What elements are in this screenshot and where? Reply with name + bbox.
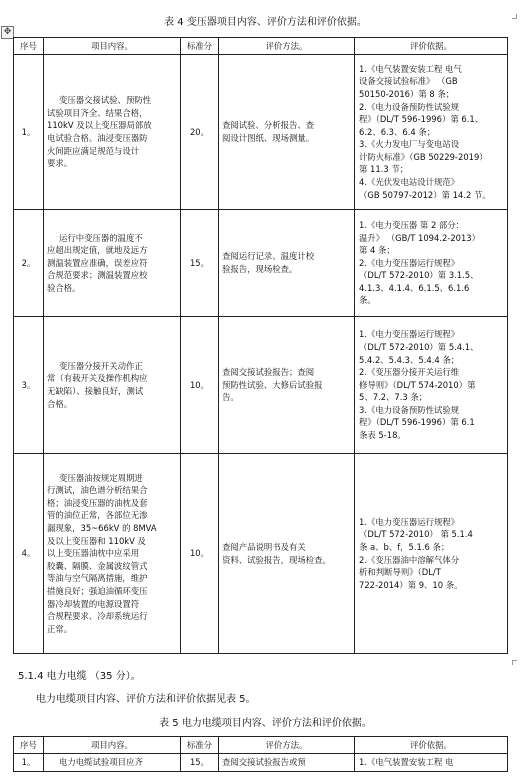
row-method-cell: [219, 754, 355, 772]
content-line: 变压器油按规定周期进: [59, 472, 143, 483]
basis-line: 2.《电力变压器运行规程》: [359, 257, 460, 268]
content-line: 合规范要求；测温装置应校: [47, 270, 148, 281]
content-line: 运行中变压器的温度不: [59, 232, 143, 243]
method-line: 验报告，现场检查。: [222, 264, 298, 274]
basis-line: 3.《火力发电厂与变电站设: [359, 139, 460, 150]
basis-line: 5.4.2、5.4.3、5.4.4 条；: [359, 354, 460, 365]
row-content-cell: [44, 754, 181, 772]
method-line: 查阅试验、分析报告、查: [222, 120, 315, 131]
col-header-index: 序号: [14, 38, 44, 55]
page-corner-mark: [512, 660, 517, 665]
section-paragraph: 电力电缆项目内容、评价方法和评价依据见表 5。: [36, 694, 256, 705]
row-method-cell: [219, 454, 355, 654]
row-content-cell: [44, 55, 181, 210]
row-basis-cell: [355, 210, 508, 317]
basis-line: 722-2014）第 9、10 条。: [359, 579, 463, 590]
basis-line: 设备交接试验标准》 （GB: [359, 76, 458, 87]
row-index-cell: 4。: [14, 454, 44, 654]
content-line: 应超出规定值，就地及远方: [47, 245, 148, 256]
row-score-cell: 10。: [181, 454, 219, 654]
basis-line: 计防火标准》（GB 50229-2019）: [359, 151, 488, 162]
row-score-cell: 15。: [181, 210, 219, 317]
col-header-index: 序号: [14, 737, 44, 754]
table4-caption: 表 4 变压器项目内容、评价方法和评价依据。: [164, 17, 367, 28]
basis-line: 条 a、b、f，5.1.6 条；: [359, 541, 450, 552]
col-header-basis: 评价依据。: [355, 38, 508, 55]
method-line: 查阅产品说明书及有关: [222, 541, 306, 552]
content-line: 变压器分接开关动作正: [59, 360, 143, 371]
table5-caption: 表 5 电力电缆项目内容、评价方法和评价依据。: [159, 718, 372, 729]
basis-line: 修导则》（DL/T 574-2010）第: [359, 379, 476, 390]
col-header-method: 评价方法。: [219, 737, 355, 754]
content-line: 变压器交接试验、预防性: [59, 95, 152, 106]
basis-line: 4.《光伏发电站设计规范》: [359, 177, 460, 188]
row-method-cell: [219, 317, 355, 454]
table5-header-row: [14, 737, 508, 754]
table-row: [14, 317, 508, 454]
content-line: 验合格。: [47, 282, 81, 293]
basis-line: 程》（DL/T 596-1996）第 6.1、: [359, 114, 484, 125]
row-method-cell: [219, 210, 355, 317]
content-line: 格；油浸变压器的油枕及套: [47, 497, 148, 508]
basis-line: 条表 5-18。: [359, 430, 406, 441]
content-line: 要求。: [47, 158, 73, 169]
basis-line: 4.1.3、4.1.4、6.1.5、6.1.6: [359, 282, 470, 293]
basis-line: 1.《电气装置安装工程 电: [359, 757, 454, 768]
basis-line: 第 11.3 节；: [359, 164, 409, 175]
table4-header-row: [14, 38, 508, 55]
row-score-cell: 20。: [181, 55, 219, 210]
row-basis-cell: [355, 754, 508, 772]
table-row: [14, 454, 508, 654]
table-row: [14, 210, 508, 317]
method-line: 查阅运行记录、温度计校: [222, 251, 315, 262]
content-line: 措施良好；强迫油循环变压: [47, 585, 148, 596]
basis-line: 50150-2016）第 8 条；: [359, 88, 455, 99]
method-line: 阅设计图纸、现场测量。: [222, 133, 315, 143]
content-line: 器冷却装置的电源设置符: [47, 598, 140, 609]
basis-line: 2.《电力设备预防性试验规: [359, 101, 460, 112]
table-row: [14, 754, 508, 772]
row-content-cell: [44, 454, 181, 654]
row-index-cell: 1。: [14, 754, 44, 772]
content-line: 以上变压器油枕中应采用: [47, 548, 140, 559]
row-index-cell: 3。: [14, 317, 44, 454]
row-content-cell: [44, 317, 181, 454]
row-index-cell: 1。: [14, 55, 44, 210]
method-line: 告。: [222, 392, 239, 403]
col-header-score: 标准分: [181, 737, 219, 754]
content-line: 试验项目齐全、结果合格，: [47, 107, 148, 118]
table5: [13, 736, 508, 772]
row-basis-cell: [355, 454, 508, 654]
section-heading: 5.1.4 电力电缆 （35 分）。: [18, 671, 141, 682]
basis-line: （DL/T 572-2010）第 5.4.1、: [359, 341, 479, 352]
row-basis-cell: [355, 55, 508, 210]
col-header-method: 评价方法。: [219, 38, 355, 55]
row-basis-cell: [355, 317, 508, 454]
method-line: 资料、试验报告，现场检查。: [222, 554, 331, 565]
method-line: 预防性试验、大修后试验报: [222, 379, 323, 390]
content-line: 胶囊、隔膜、金属波纹管式: [47, 560, 148, 571]
basis-line: 温升》 （GB/T 1094.2-2013）: [359, 232, 481, 243]
content-line: 常（有载开关及操作机构应: [47, 373, 148, 384]
basis-line: 1.《电力变压器 第 2 部分：: [359, 219, 465, 230]
content-line: 合格。: [47, 398, 73, 409]
row-score-cell: 10。: [181, 317, 219, 454]
content-line: 110kV 及以上变压器局部放: [47, 120, 152, 131]
col-header-content: 项目内容。: [44, 737, 181, 754]
basis-line: 2.《变压器分接开关运行维: [359, 367, 460, 378]
basis-line: 条。: [359, 295, 376, 306]
basis-line: （DL/T 572-2010） 第 5.1.4: [359, 529, 473, 540]
col-header-content: 项目内容。: [44, 38, 181, 55]
col-header-score: 标准分: [181, 38, 219, 55]
row-score-cell: 15。: [181, 754, 219, 772]
content-line: 电力电缆试验项目应齐: [59, 757, 143, 768]
basis-line: 3.《电力设备预防性试验规: [359, 404, 460, 415]
row-index-cell: 2。: [14, 210, 44, 317]
content-line: 火间距应满足规范与设计: [47, 145, 140, 156]
content-line: 正常。: [47, 623, 73, 634]
table-move-handle-icon[interactable]: ✥: [1, 26, 14, 39]
content-line: 及以上变压器和 110kV 及: [47, 535, 146, 546]
row-method-cell: [219, 55, 355, 210]
col-header-basis: 评价依据。: [355, 737, 508, 754]
basis-line: 2.《变压器油中溶解气体分: [359, 554, 460, 565]
basis-line: 第 4 条；: [359, 245, 395, 256]
basis-line: 1.《电力变压器运行规程》: [359, 329, 460, 340]
table4: [13, 37, 508, 654]
content-line: 测温装置应准确，误差应符: [47, 257, 148, 268]
basis-line: 5、7.2、7.3 条；: [359, 392, 428, 403]
basis-line: 析和判断导则》（DL/T: [359, 567, 441, 578]
content-line: 漏现象，35~66kV 的 8MVA: [47, 523, 157, 534]
basis-line: （DL/T 572-2010）第 3.1.5、: [359, 270, 479, 281]
content-line: 管的油位正常，各部位无渗: [47, 510, 148, 521]
content-line: 等油与空气隔离措施，维护: [47, 573, 148, 584]
basis-line: 1.《电力变压器运行规程》: [359, 516, 460, 527]
basis-line: 1.《电气装置安装工程 电气: [359, 63, 462, 74]
method-line: 查阅交接试验报告或预: [222, 757, 306, 768]
row-content-cell: [44, 210, 181, 317]
basis-line: （GB 50797-2012）第 14.2 节。: [359, 189, 491, 200]
table-row: [14, 55, 508, 210]
method-line: 查阅交接试验报告；查阅: [222, 367, 315, 378]
content-line: 行测试，油色谱分析结果合: [47, 485, 148, 496]
content-line: 合规程要求、冷却系统运行: [47, 611, 148, 622]
basis-line: 程》（DL/T 596-1996）第 6.1: [359, 417, 475, 428]
content-line: 无缺陷）、接触良好，测试: [47, 386, 144, 396]
basis-line: 6.2、6.3、6.4 条；: [359, 126, 436, 137]
content-line: 电试验合格。油浸变压器防: [47, 133, 148, 143]
